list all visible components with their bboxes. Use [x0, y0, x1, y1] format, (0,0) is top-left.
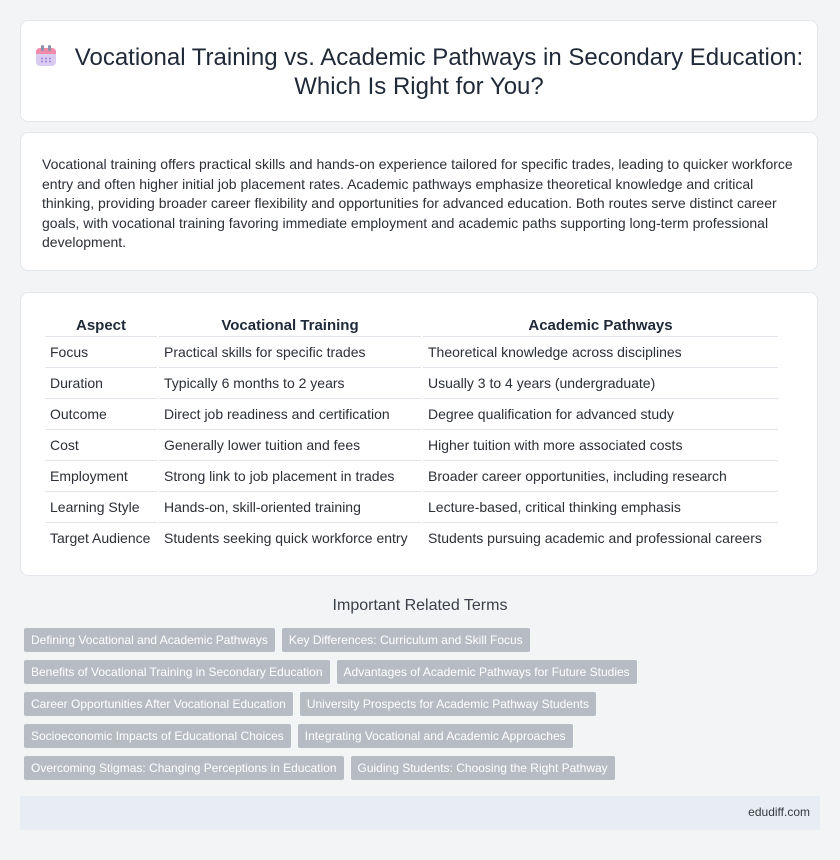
column-header-vocational: Vocational Training — [159, 315, 421, 337]
table-cell-academic: Theoretical knowledge across disciplines — [423, 337, 778, 368]
comparison-table — [43, 315, 780, 553]
table-cell-vocational: Students seeking quick workforce entry — [164, 530, 408, 546]
column-header-aspect: Aspect — [45, 315, 157, 337]
column-header-academic: Academic Pathways — [423, 315, 778, 337]
table-cell-academic: Higher tuition with more associated costs — [423, 430, 778, 461]
table-cell-academic: Broader career opportunities, including research — [423, 461, 778, 492]
comparison-card — [20, 292, 818, 576]
tag-row — [24, 724, 814, 748]
table-cell-academic: Degree qualification for advanced study — [423, 399, 778, 430]
footer-site-link[interactable]: edudiff.com — [748, 805, 810, 819]
page-title — [21, 43, 817, 101]
tag-row — [24, 660, 814, 684]
related-terms-list — [24, 628, 814, 788]
table-row — [45, 492, 778, 523]
table-cell-aspect: Learning Style — [45, 492, 157, 523]
table-cell-vocational: Direct job readiness and certification — [159, 399, 421, 430]
table-row — [45, 337, 778, 368]
table-cell-aspect: Outcome — [45, 399, 157, 430]
table-row — [45, 461, 778, 492]
table-cell-aspect: Duration — [45, 368, 157, 399]
table-cell-academic: Usually 3 to 4 years (undergraduate) — [423, 368, 778, 399]
intro-card — [20, 132, 818, 271]
related-term-tag[interactable]: Guiding Students: Choosing the Right Pathway — [351, 756, 615, 780]
related-term-tag[interactable]: Defining Vocational and Academic Pathways — [24, 628, 275, 652]
related-term-tag[interactable]: Benefits of Vocational Training in Secondary Education — [24, 660, 330, 684]
related-term-tag[interactable]: Integrating Vocational and Academic Approaches — [298, 724, 573, 748]
tag-row — [24, 756, 814, 780]
related-term-tag[interactable]: Advantages of Academic Pathways for Future Studies — [337, 660, 637, 684]
table-row — [45, 430, 778, 461]
table-row — [45, 523, 778, 553]
table-header-row — [45, 315, 778, 337]
table-cell-academic: Students pursuing academic and professional careers — [428, 530, 762, 546]
related-terms-heading: Important Related Terms — [332, 597, 508, 614]
table-cell-vocational: Hands-on, skill-oriented training — [159, 492, 421, 523]
table-cell-vocational: Practical skills for specific trades — [159, 337, 421, 368]
intro-paragraph: Vocational training offers practical skills and hands-on experience tailored for specific trades, leading to quicker workforce entry and often higher initial job placement rates. Academic pathways emphasize theoretical knowledge and critical thinking, providing broader career flexibility and opportunities for advanced education. Both routes serve distinct career goals, with vocational training favoring immediate employment and academic paths supporting long-term professional development. — [42, 156, 793, 251]
table-row — [45, 399, 778, 430]
related-term-tag[interactable]: Key Differences: Curriculum and Skill Focus — [282, 628, 530, 652]
related-term-tag[interactable]: Career Opportunities After Vocational Education — [24, 692, 293, 716]
related-term-tag[interactable]: University Prospects for Academic Pathway Students — [300, 692, 596, 716]
page-title-text: Vocational Training vs. Academic Pathways in Secondary Education: Which Is Right for You? — [74, 44, 804, 100]
table-cell-aspect: Focus — [45, 337, 157, 368]
related-term-tag[interactable]: Socioeconomic Impacts of Educational Choices — [24, 724, 291, 748]
related-term-tag[interactable]: Overcoming Stigmas: Changing Perceptions in Education — [24, 756, 344, 780]
table-cell-aspect: Employment — [45, 461, 157, 492]
table-cell-vocational: Generally lower tuition and fees — [159, 430, 421, 461]
title-card — [20, 20, 818, 122]
table-cell-vocational: Typically 6 months to 2 years — [159, 368, 421, 399]
table-row — [45, 368, 778, 399]
table-cell-aspect: Cost — [45, 430, 157, 461]
table-cell-vocational: Strong link to job placement in trades — [159, 461, 421, 492]
table-cell-aspect: Target Audience — [50, 530, 151, 546]
tag-row — [24, 692, 814, 716]
tag-row — [24, 628, 814, 652]
footer-bar — [20, 796, 820, 830]
table-cell-academic: Lecture-based, critical thinking emphasis — [423, 492, 778, 523]
calendar-icon — [35, 45, 57, 67]
